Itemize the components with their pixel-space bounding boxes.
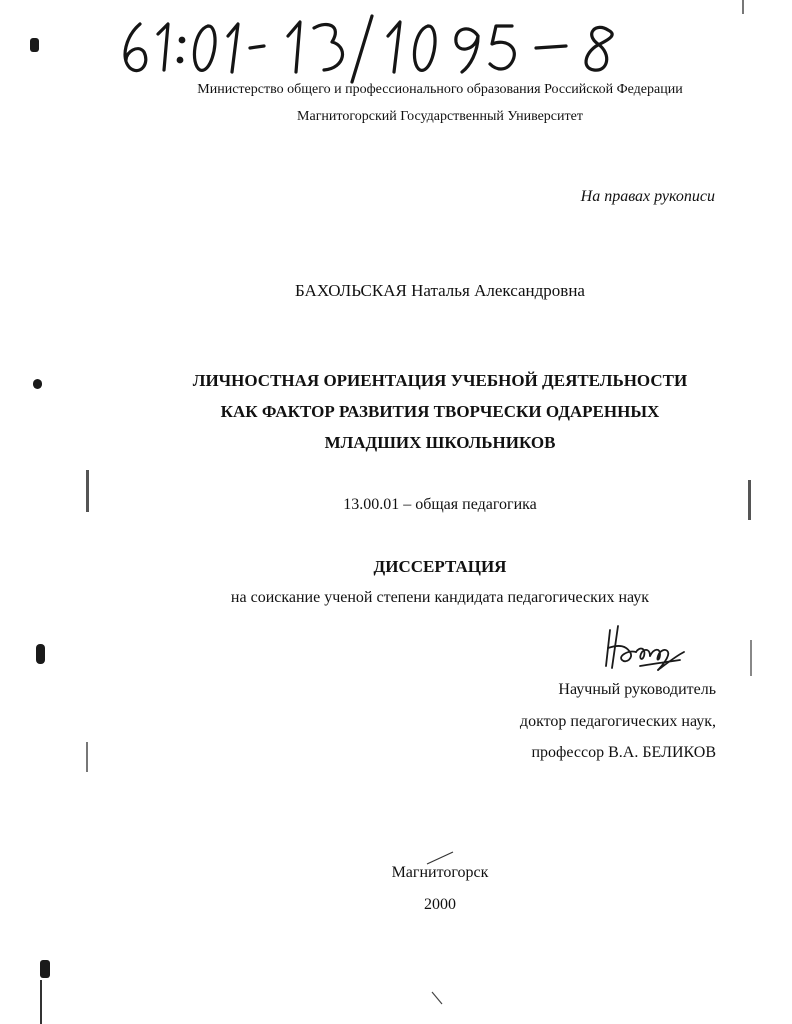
- year: 2000: [424, 896, 456, 913]
- scan-mark: [40, 980, 42, 1024]
- handwritten-code-image: [110, 6, 670, 86]
- city-name: Магнитогорск: [391, 864, 489, 881]
- scan-mark: [40, 960, 50, 978]
- ministry-name: Министерство общего и профессионального образования Российской Федерации: [197, 82, 683, 97]
- scan-mark: [33, 379, 42, 389]
- scan-mark: [748, 480, 751, 520]
- advisor-name: профессор В.А. БЕЛИКОВ: [531, 744, 716, 761]
- scan-mark: [750, 640, 752, 676]
- advisor-role: Научный руководитель: [558, 681, 716, 698]
- dissertation-title-line: ЛИЧНОСТНАЯ ОРИЕНТАЦИЯ УЧЕБНОЙ ДЕЯТЕЛЬНОСТИ: [192, 371, 688, 390]
- scan-mark: [742, 0, 744, 14]
- scan-mark: [36, 644, 45, 664]
- author-name: БАХОЛЬСКАЯ Наталья Александровна: [295, 281, 585, 300]
- university-name: Магнитогорский Государственный Университет: [297, 109, 583, 124]
- scan-mark: [30, 38, 39, 52]
- dissertation-title-line: МЛАДШИХ ШКОЛЬНИКОВ: [324, 433, 556, 452]
- signature-image: [600, 622, 690, 674]
- rights-note: На правах рукописи: [580, 188, 715, 205]
- scan-mark: [86, 470, 89, 512]
- advisor-degree: доктор педагогических наук,: [519, 713, 716, 730]
- dissertation-title-line: КАК ФАКТОР РАЗВИТИЯ ТВОРЧЕСКИ ОДАРЕННЫХ: [220, 402, 660, 421]
- pen-stroke-mark: [430, 990, 444, 1006]
- degree-description: на соискание ученой степени кандидата педагогических наук: [230, 589, 650, 606]
- specialty-code: 13.00.01 – общая педагогика: [343, 496, 537, 513]
- document-type: ДИССЕРТАЦИЯ: [373, 557, 507, 576]
- scan-mark: [86, 742, 88, 772]
